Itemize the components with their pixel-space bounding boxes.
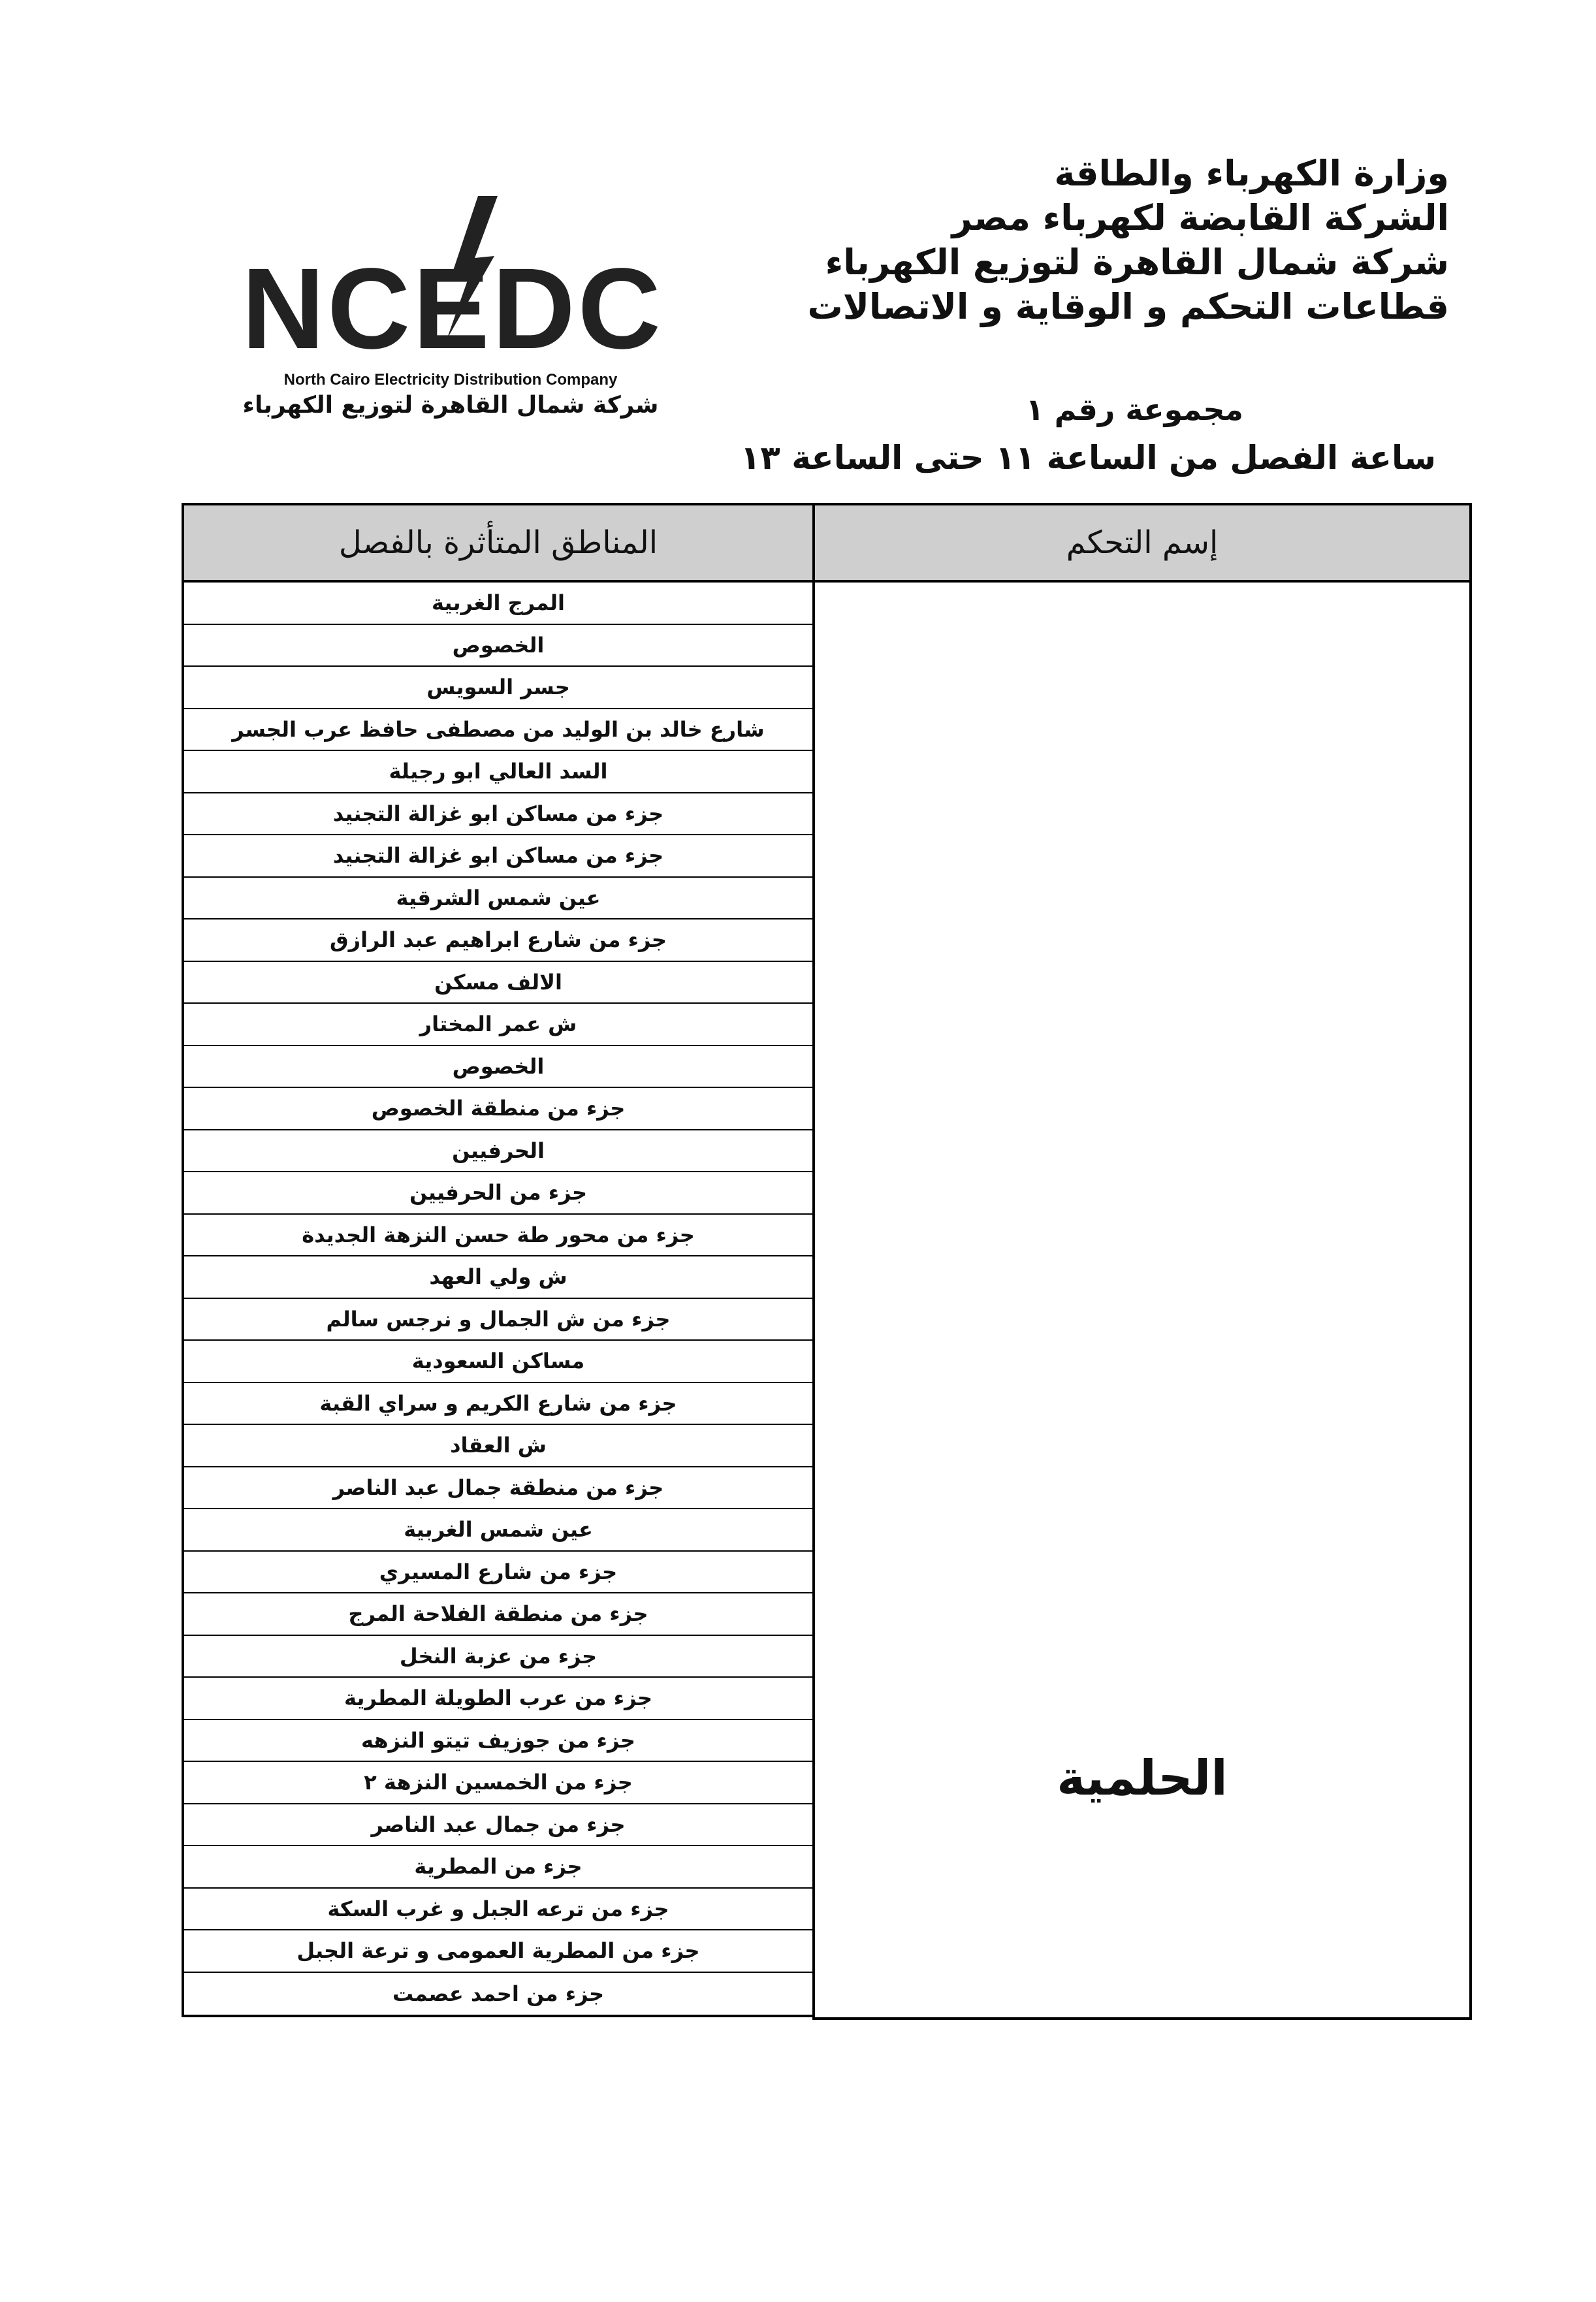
header-line-holding-company: الشركة القابضة لكهرباء مصر: [951, 197, 1449, 238]
table-row: جزء من ترعه الجبل و غرب السكة: [184, 1889, 812, 1931]
header-line-ministry: وزارة الكهرباء والطاقة: [1054, 153, 1449, 194]
affected-areas-list: [182, 583, 815, 2017]
table-row: جزء من جمال عبد الناصر: [184, 1804, 812, 1847]
table-row: عين شمس الغربية: [184, 1509, 812, 1552]
table-row: جسر السويس: [184, 667, 812, 709]
table-row: مساكن السعودية: [184, 1341, 812, 1383]
table-row: جزء من الحرفيين: [184, 1172, 812, 1215]
group-number: مجموعة رقم ١: [1025, 392, 1243, 427]
table-row: جزء من احمد عصمت: [392, 1981, 605, 2006]
table-row: جزء من شارع ابراهيم عبد الرازق: [184, 919, 812, 962]
table-row: الخصوص: [184, 1046, 812, 1089]
table-row: جزء من شارع الكريم و سراي القبة: [184, 1383, 812, 1426]
table-row: السد العالي ابو رجيلة: [184, 751, 812, 793]
table-row: جزء من محور طة حسن النزهة الجديدة: [184, 1215, 812, 1257]
table-row: جزء من منطقة الخصوص: [184, 1088, 812, 1130]
ministry-header: [731, 152, 1449, 329]
ncedc-logo: [242, 196, 663, 431]
table-row: جزء من عزبة النخل: [184, 1636, 812, 1678]
table-row: الخصوص: [184, 625, 812, 667]
control-name-value: الحلمية: [1057, 1750, 1228, 1806]
outage-table: [182, 503, 1475, 2020]
table-row: جزء من منطقة الفلاحة المرج: [184, 1593, 812, 1636]
table-row: الالف مسكن: [184, 962, 812, 1004]
header-affected-areas: المناطق المتأثرة بالفصل: [182, 503, 815, 583]
logo-english-name: North Cairo Electricity Distribution Company: [283, 371, 618, 389]
table-row: ش ولي العهد: [184, 1256, 812, 1299]
header-line-north-cairo-company: شركة شمال القاهرة لتوزيع الكهرباء: [825, 242, 1449, 283]
cut-time-window: ساعة الفصل من الساعة ١١ حتى الساعة ١٣: [740, 439, 1436, 477]
table-row: جزء من المطرية العمومى و ترعة الجبل: [184, 1930, 812, 1973]
table-row: جزء من مساكن ابو غزالة التجنيد: [184, 835, 812, 878]
table-row: جزء من مساكن ابو غزالة التجنيد: [184, 793, 812, 836]
table-row: جزء من جوزيف تيتو النزهه: [184, 1720, 812, 1763]
table-row: المرج الغربية: [184, 583, 812, 625]
table-row: الحرفيين: [184, 1130, 812, 1173]
logo-arabic-name: شركة شمال القاهرة لتوزيع الكهرباء: [242, 392, 659, 419]
header-line-sectors: قطاعات التحكم و الوقاية و الاتصالات: [807, 286, 1449, 327]
header-control-name: إسم التحكم: [812, 503, 1472, 583]
logo-mark: NCEDC: [242, 245, 663, 373]
table-row: جزء من عرب الطويلة المطرية: [184, 1678, 812, 1720]
table-row: جزء من ش الجمال و نرجس سالم: [184, 1299, 812, 1341]
table-row: ش العقاد: [184, 1425, 812, 1467]
table-row: عين شمس الشرقية: [184, 878, 812, 920]
table-row: جزء من شارع المسيري: [184, 1552, 812, 1594]
table-row: جزء من الخمسين النزهة ٢: [184, 1762, 812, 1804]
table-row: شارع خالد بن الوليد من مصطفى حافظ عرب الجسر: [184, 709, 812, 752]
table-row: جزء من منطقة جمال عبد الناصر: [184, 1467, 812, 1510]
control-name-cell: [812, 583, 1472, 2020]
table-row: ش عمر المختار: [184, 1004, 812, 1046]
table-row: جزء من المطرية: [184, 1846, 812, 1889]
